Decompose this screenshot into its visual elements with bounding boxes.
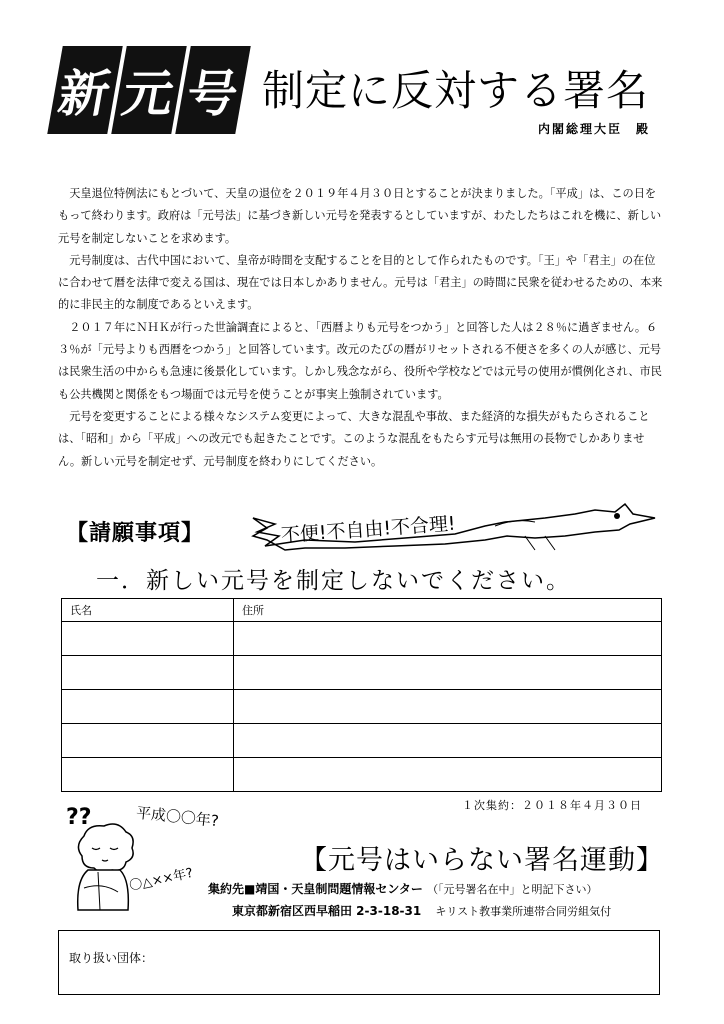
deadline-note: １次集約：２０１８年４月３０日 (462, 799, 642, 812)
confused-person-illustration (58, 796, 243, 926)
table-row (62, 690, 662, 724)
address-text: 東京都新宿区西早稲田 2-3-18-31 (232, 904, 422, 918)
address-cell[interactable] (234, 758, 662, 792)
signature-table (61, 598, 662, 792)
body-text (58, 183, 663, 473)
table-row (62, 622, 662, 656)
table-header-row (62, 599, 662, 622)
petition-item: 一．新しい元号を制定しないでください。 (96, 568, 571, 594)
name-cell[interactable] (62, 758, 234, 792)
petition-label: 【請願事項】 (66, 521, 205, 546)
paragraph: ２０１７年にＮＨＫが行った世論調査によると、「西暦よりも元号をつかう」と回答した人は２８％に過ぎません。６３％が「元号よりも西暦をつかう」と回答しています。改元のたびの暦がリセットされる不便さを多くの人が感じ、元号は民衆生活の中からも急速に後景化しています。しかし残念ながら、役所や学校などでは元号の使用が慣例化され、市民も公共機関と関係をもつ場面では元号を使うことが事実上強制されています。 (58, 320, 662, 401)
name-cell[interactable] (62, 724, 234, 758)
column-header-name: 氏名 (62, 599, 234, 622)
collect-text: 集約先■靖国・天皇制問題情報センター (208, 882, 423, 896)
title-emphasis-block (55, 42, 255, 134)
banner-text: 不便!不自由!不合理! (280, 512, 457, 547)
question-marks: ?? (66, 805, 92, 830)
table-row (62, 758, 662, 792)
address-cell[interactable] (234, 690, 662, 724)
addressee: 内閣総理大臣 殿 (538, 122, 651, 136)
title-char-3: 号 (175, 46, 251, 134)
name-cell[interactable] (62, 622, 234, 656)
cartoon-era-text: 〇△××年? (128, 865, 195, 894)
collect-note: （「元号署名在中」と明記下さい） (427, 883, 598, 896)
handling-group-label: 取り扱い団体： (69, 951, 154, 965)
address-cell[interactable] (234, 622, 662, 656)
paragraph: 元号制度は、古代中国において、皇帝が時間を支配することを目的として作られたものです。「王」や「君主」の在位に合わせて暦を法律で変える国は、現在では日本しかありません。元号は「君主」の時間に民衆を従わせるための、本来的に非民主的な制度であるといえます。 (58, 253, 663, 312)
paragraph: 天皇退位特例法にもとづいて、天皇の退位を２０１９年４月３０日とすることが決まりました。「平成」は、この日をもって終わります。政府は「元号法」に基づき新しい元号を発表するとしていますが、わたしたちはこれを機に、新しい元号を制定しないことを求めます。 (58, 187, 662, 245)
cartoon-heisei-text: 平成〇〇年? (135, 803, 220, 831)
campaign-title: 【元号はいらない署名運動】 (300, 845, 664, 876)
name-cell[interactable] (62, 656, 234, 690)
address-cell[interactable] (234, 724, 662, 758)
paragraph: 元号を変更することによる様々なシステム変更によって、大きな混乱や事故、また経済的な損失がもたらされることは、「昭和」から「平成」への改元でも起きたことです。このような混乱をもたらす元号は無用の長物でしかありません。新しい元号を制定せず、元号制度を終わりにしてください。 (58, 409, 650, 468)
name-cell[interactable] (62, 690, 234, 724)
bird-banner-illustration (245, 496, 665, 556)
title-char-1: 新 (47, 46, 123, 134)
table-row (62, 724, 662, 758)
address-cell[interactable] (234, 656, 662, 690)
address-org: キリスト教事業所連帯合同労組気付 (435, 905, 612, 918)
collection-address (232, 902, 611, 919)
title-char-2: 元 (111, 46, 187, 134)
table-row (62, 656, 662, 690)
page-title: 制定に反対する署名 (262, 66, 650, 115)
collection-destination (208, 880, 598, 897)
handling-group-field[interactable] (58, 930, 660, 995)
column-header-address: 住所 (234, 599, 662, 622)
